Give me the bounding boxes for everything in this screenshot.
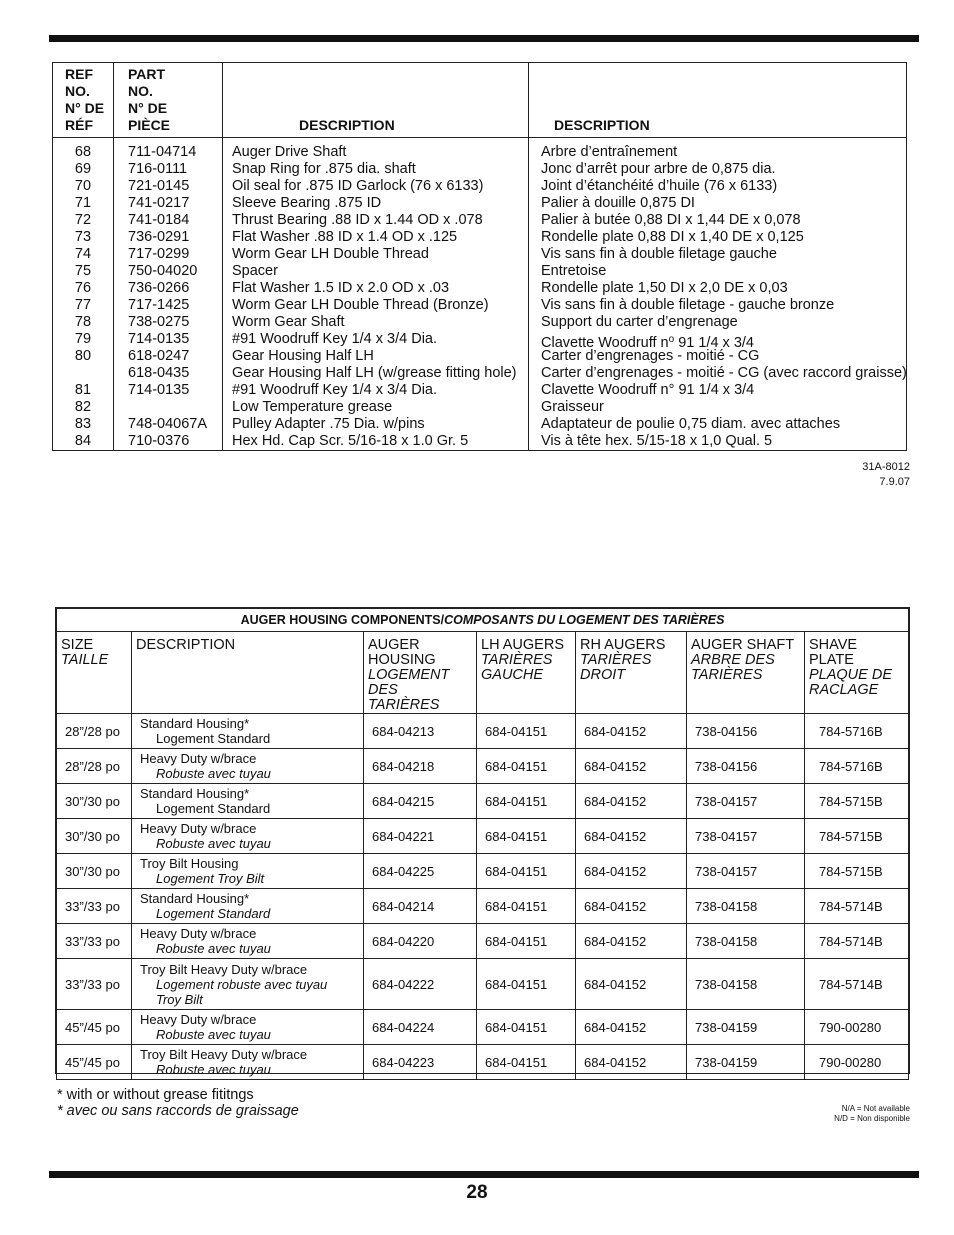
rh-augers-cell: 684-04152 <box>576 749 687 784</box>
part-number-cell: 716-0111 <box>128 161 188 177</box>
auger-shaft-cell: 738-04159 <box>687 1045 805 1080</box>
description-fr-header: DESCRIPTION <box>554 117 650 133</box>
ref-column <box>53 144 113 450</box>
rh-augers-cell: 684-04152 <box>576 924 687 959</box>
part-number-cell: 738-0275 <box>128 314 190 330</box>
part-number-cell: 736-0266 <box>128 280 190 296</box>
auger-shaft-cell: 738-04157 <box>687 854 805 889</box>
auger-housing-cell: 684-04214 <box>364 889 477 924</box>
rh-augers-cell: 684-04152 <box>576 854 687 889</box>
description-fr-cell: Vis sans fin à double filetage gauche <box>541 246 777 262</box>
shave-plate-cell: 790-00280 <box>805 1010 909 1045</box>
footnote <box>57 1087 299 1119</box>
auger-housing-cell: 684-04223 <box>364 1045 477 1080</box>
ref-cell: 80 <box>74 348 92 364</box>
description-en-cell: Worm Gear Shaft <box>232 314 345 330</box>
description-en-cell: Low Temperature grease <box>232 399 393 415</box>
size-cell: 33”/33 po <box>57 889 132 924</box>
description-fr-cell: Graisseur <box>541 399 604 415</box>
description-cell: Heavy Duty w/brace Robuste avec tuyau <box>132 1010 364 1045</box>
table-row <box>57 749 909 784</box>
table-row <box>57 1045 909 1080</box>
shave-plate-cell: 784-5715B <box>805 784 909 819</box>
shave-plate-cell: 784-5715B <box>805 854 909 889</box>
description-fr-cell: Vis sans fin à double filetage - gauche bronze <box>541 297 835 313</box>
ref-cell: 77 <box>74 297 92 313</box>
table-row <box>57 784 909 819</box>
size-cell: 30”/30 po <box>57 819 132 854</box>
size-cell: 30”/30 po <box>57 784 132 819</box>
column-header: AUGER HOUSING LOGEMENT DES TARIÈRES <box>364 632 477 714</box>
table-row <box>57 959 909 1010</box>
ref-cell <box>53 365 113 382</box>
auger-housing-cell: 684-04224 <box>364 1010 477 1045</box>
description-fr-cell: Joint d’étanchéité d’huile (76 x 6133) <box>541 178 778 194</box>
description-fr-cell: Vis à tête hex. 5/15-18 x 1,0 Qual. 5 <box>541 433 773 449</box>
ref-cell: 74 <box>74 246 92 262</box>
lh-augers-cell: 684-04151 <box>477 1010 576 1045</box>
column-header: SIZE TAILLE <box>57 632 132 714</box>
lh-augers-cell: 684-04151 <box>477 714 576 749</box>
description-en-cell: Flat Washer .88 ID x 1.4 OD x .125 <box>232 229 458 245</box>
auger-housing-cell: 684-04221 <box>364 819 477 854</box>
shave-plate-cell: 790-00280 <box>805 1045 909 1080</box>
description-en-column <box>232 144 517 450</box>
table-row <box>57 854 909 889</box>
part-number-cell: 714-0135 <box>128 382 190 398</box>
part-number-cell: 741-0217 <box>128 195 190 211</box>
description-cell: Heavy Duty w/brace Robuste avec tuyau <box>132 924 364 959</box>
auger-shaft-cell: 738-04156 <box>687 714 805 749</box>
shave-plate-cell: 784-5714B <box>805 959 909 1010</box>
ref-cell: 78 <box>74 314 92 330</box>
part-number-cell <box>128 399 207 416</box>
column-divider <box>113 63 114 450</box>
part-number-cell: 736-0291 <box>128 229 190 245</box>
table-row <box>57 1010 909 1045</box>
description-en-header: DESCRIPTION <box>299 117 395 133</box>
part-number-cell: 711-04714 <box>128 144 197 160</box>
footnote-fr: * avec ou sans raccords de graissage <box>57 1103 299 1119</box>
lh-augers-cell: 684-04151 <box>477 959 576 1010</box>
description-fr-cell: Carter d’engrenages - moitié - CG <box>541 348 760 364</box>
description-fr-cell: Rondelle plate 0,88 DI x 1,40 DE x 0,125 <box>541 229 804 245</box>
ref-cell: 84 <box>74 433 92 449</box>
description-fr-cell: Palier à douille 0,875 DI <box>541 195 695 211</box>
description-en-cell: Pulley Adapter .75 Dia. w/pins <box>232 416 425 432</box>
part-number-cell: 741-0184 <box>128 212 190 228</box>
part-number-cell: 710-0376 <box>128 433 190 449</box>
size-cell: 33”/33 po <box>57 959 132 1010</box>
description-en-cell: Snap Ring for .875 dia. shaft <box>232 161 416 177</box>
part-number-cell: 750-04020 <box>128 263 198 279</box>
rh-augers-cell: 684-04152 <box>576 1045 687 1080</box>
part-number-cell: 717-1425 <box>128 297 190 313</box>
table-row <box>57 924 909 959</box>
table-row <box>57 889 909 924</box>
description-cell: Troy Bilt Heavy Duty w/brace Logement robuste avec tuyau Troy Bilt <box>132 959 364 1010</box>
document-code: 31A-8012 7.9.07 <box>862 461 910 488</box>
auger-shaft-cell: 738-04158 <box>687 959 805 1010</box>
lh-augers-cell: 684-04151 <box>477 1045 576 1080</box>
description-fr-cell: Jonc d’arrêt pour arbre de 0,875 dia. <box>541 161 776 177</box>
ref-cell: 75 <box>74 263 92 279</box>
description-fr-cell: Clavette Woodruff $n^o$ 91 1/4 x 3/4 <box>541 334 754 351</box>
housing-table-title: AUGER HOUSING COMPONENTS/COMPOSANTS DU LOGEMENT DES TARIÈRES <box>57 609 909 632</box>
ref-cell: 72 <box>74 212 92 228</box>
ref-no-header: REF NO. N° DE RÉF <box>65 66 105 133</box>
column-header: LH AUGERS TARIÈRES GAUCHE <box>477 632 576 714</box>
description-en-cell: Worm Gear LH Double Thread (Bronze) <box>232 297 489 313</box>
auger-shaft-cell: 738-04156 <box>687 749 805 784</box>
rh-augers-cell: 684-04152 <box>576 784 687 819</box>
shave-plate-cell: 784-5715B <box>805 819 909 854</box>
description-fr-cell: Entretoise <box>541 263 607 279</box>
lh-augers-cell: 684-04151 <box>477 889 576 924</box>
ref-cell: 81 <box>74 382 92 398</box>
description-fr-cell: Carter d’engrenages - moitié - CG (avec raccord graisse) <box>541 365 907 381</box>
shave-plate-cell: 784-5714B <box>805 924 909 959</box>
ref-cell: 83 <box>74 416 92 432</box>
description-en-cell: Flat Washer 1.5 ID x 2.0 OD x .03 <box>232 280 450 296</box>
description-en-cell: Gear Housing Half LH <box>232 348 374 364</box>
description-cell: Troy Bilt Heavy Duty w/brace Robuste avec tuyau <box>132 1045 364 1080</box>
size-cell: 30”/30 po <box>57 854 132 889</box>
column-header: SHAVE PLATE PLAQUE DE RACLAGE <box>805 632 909 714</box>
description-cell: Troy Bilt Housing Logement Troy Bilt <box>132 854 364 889</box>
page-number: 28 <box>466 1182 488 1203</box>
size-cell: 45”/45 po <box>57 1045 132 1080</box>
part-number-cell: 721-0145 <box>128 178 190 194</box>
ref-cell: 73 <box>74 229 92 245</box>
top-rule <box>49 35 919 42</box>
part-number-cell: 618-0435 <box>128 365 190 381</box>
ref-cell: 70 <box>74 178 92 194</box>
description-fr-cell: Arbre d’entraînement <box>541 144 678 160</box>
bottom-rule <box>49 1171 919 1178</box>
rh-augers-cell: 684-04152 <box>576 714 687 749</box>
description-fr-cell: Rondelle plate 1,50 DI x 2,0 DE x 0,03 <box>541 280 788 296</box>
size-cell: 28”/28 po <box>57 714 132 749</box>
description-en-cell: #91 Woodruff Key 1/4 x 3/4 Dia. <box>232 331 438 347</box>
rh-augers-cell: 684-04152 <box>576 1010 687 1045</box>
part-number-cell: 717-0299 <box>128 246 190 262</box>
ref-cell: 71 <box>74 195 92 211</box>
description-cell: Standard Housing* Logement Standard <box>132 784 364 819</box>
description-cell: Standard Housing* Logement Standard <box>132 714 364 749</box>
auger-housing-cell: 684-04215 <box>364 784 477 819</box>
description-en-cell: Auger Drive Shaft <box>232 144 347 160</box>
ref-cell: 69 <box>74 161 92 177</box>
description-en-cell: Thrust Bearing .88 ID x 1.44 OD x .078 <box>232 212 483 228</box>
auger-shaft-cell: 738-04159 <box>687 1010 805 1045</box>
description-cell: Heavy Duty w/brace Robuste avec tuyau <box>132 819 364 854</box>
description-en-cell: Worm Gear LH Double Thread <box>232 246 429 262</box>
lh-augers-cell: 684-04151 <box>477 749 576 784</box>
part-number-cell: 714-0135 <box>128 331 190 347</box>
auger-shaft-cell: 738-04157 <box>687 784 805 819</box>
auger-housing-cell: 684-04225 <box>364 854 477 889</box>
rh-augers-cell: 684-04152 <box>576 889 687 924</box>
parts-table <box>52 62 907 451</box>
lh-augers-cell: 684-04151 <box>477 819 576 854</box>
description-en-cell: Oil seal for .875 ID Garlock (76 x 6133) <box>232 178 484 194</box>
lh-augers-cell: 684-04151 <box>477 854 576 889</box>
column-divider <box>222 63 223 450</box>
column-header: DESCRIPTION <box>132 632 364 714</box>
part-column <box>128 144 207 450</box>
auger-housing-cell: 684-04222 <box>364 959 477 1010</box>
description-fr-cell: Adaptateur de poulie 0,75 diam. avec attaches <box>541 416 841 432</box>
ref-cell: 76 <box>74 280 92 296</box>
ref-cell: 79 <box>74 331 92 347</box>
auger-shaft-cell: 738-04158 <box>687 924 805 959</box>
description-cell: Heavy Duty w/brace Robuste avec tuyau <box>132 749 364 784</box>
size-cell: 33”/33 po <box>57 924 132 959</box>
description-en-cell: #91 Woodruff Key 1/4 x 3/4 Dia. <box>232 382 438 398</box>
description-cell: Standard Housing* Logement Standard <box>132 889 364 924</box>
description-fr-cell: Support du carter d’engrenage <box>541 314 738 330</box>
column-header: RH AUGERS TARIÈRES DROIT <box>576 632 687 714</box>
part-number-cell: 748-04067A <box>128 416 208 432</box>
description-fr-cell: Clavette Woodruff n° 91 1/4 x 3/4 <box>541 382 755 398</box>
table-row <box>57 819 909 854</box>
ref-cell: 68 <box>74 144 92 160</box>
rh-augers-cell: 684-04152 <box>576 959 687 1010</box>
description-fr-column <box>541 144 907 450</box>
part-number-cell: 618-0247 <box>128 348 190 364</box>
column-divider <box>528 63 529 450</box>
na-legend: N/A = Not available N/D = Non disponible <box>834 1104 910 1123</box>
shave-plate-cell: 784-5716B <box>805 714 909 749</box>
rh-augers-cell: 684-04152 <box>576 819 687 854</box>
shave-plate-cell: 784-5714B <box>805 889 909 924</box>
table-row <box>57 714 909 749</box>
description-en-cell: Sleeve Bearing .875 ID <box>232 195 382 211</box>
auger-shaft-cell: 738-04158 <box>687 889 805 924</box>
header-divider <box>53 137 906 138</box>
description-en-cell: Spacer <box>232 263 278 279</box>
description-en-cell: Hex Hd. Cap Scr. 5/16-18 x 1.0 Gr. 5 <box>232 433 469 449</box>
auger-shaft-cell: 738-04157 <box>687 819 805 854</box>
size-cell: 45”/45 po <box>57 1010 132 1045</box>
footnote-en: * with or without grease fititngs <box>57 1087 254 1103</box>
part-no-header: PART NO. N° DE PIÈCE <box>128 66 171 133</box>
auger-housing-table <box>55 607 910 1077</box>
shave-plate-cell: 784-5716B <box>805 749 909 784</box>
description-fr-cell: Palier à butée 0,88 DI x 1,44 DE x 0,078 <box>541 212 801 228</box>
auger-housing-cell: 684-04220 <box>364 924 477 959</box>
column-header: AUGER SHAFT ARBRE DES TARIÈRES <box>687 632 805 714</box>
size-cell: 28”/28 po <box>57 749 132 784</box>
lh-augers-cell: 684-04151 <box>477 784 576 819</box>
ref-cell: 82 <box>74 399 92 415</box>
lh-augers-cell: 684-04151 <box>477 924 576 959</box>
auger-housing-cell: 684-04218 <box>364 749 477 784</box>
description-en-cell: Gear Housing Half LH (w/grease fitting hole) <box>232 365 517 381</box>
auger-housing-cell: 684-04213 <box>364 714 477 749</box>
